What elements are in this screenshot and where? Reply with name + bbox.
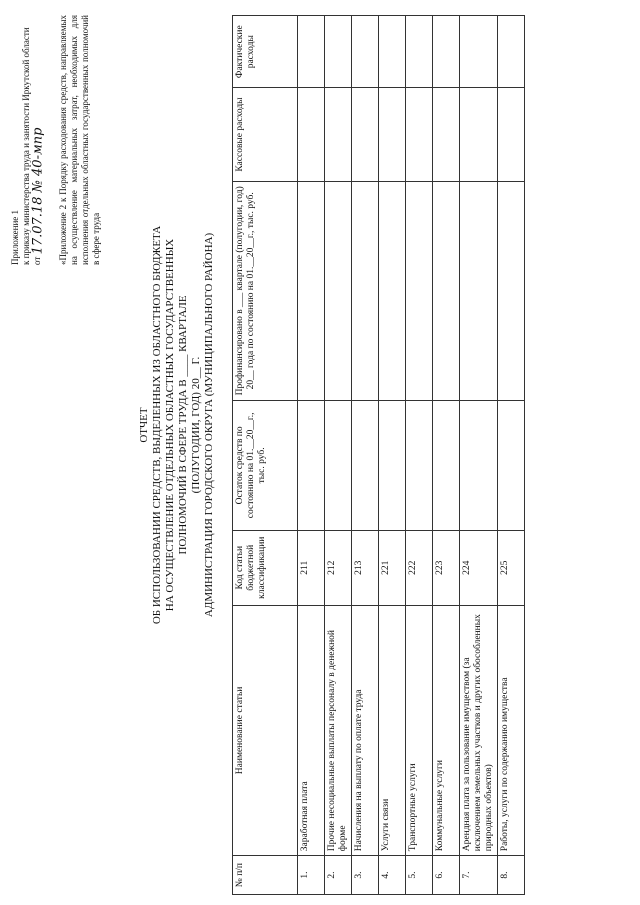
appendix2-text: «Приложение 2 к Порядку расходования средств, направляемых на осуществление материальных затрат, необходимых для исполнения отдельных областных государственных полномочий в сфере труда — [58, 15, 101, 265]
row-actual — [406, 16, 433, 88]
row-name: Услуги связи — [379, 605, 406, 856]
row-actual — [298, 16, 325, 88]
row-code: 211 — [298, 530, 325, 605]
appendix-line2: к приказу министерства труда и занятости Иркутской области — [21, 27, 31, 265]
row-name: Транспортные услуги — [406, 605, 433, 856]
row-actual — [433, 16, 460, 88]
row-rest — [433, 400, 460, 530]
appendix-date-prefix: от — [32, 256, 42, 265]
report-title — [138, 215, 216, 635]
appendix-line3 — [30, 15, 46, 265]
row-cash — [460, 88, 498, 181]
row-actual — [460, 16, 498, 88]
row-actual — [325, 16, 352, 88]
row-cash — [352, 88, 379, 181]
table-row — [460, 16, 498, 895]
title-line3: НА ОСУЩЕСТВЛЕНИЕ ОТДЕЛЬНЫХ ОБЛАСТНЫХ ГОСУДАРСТВЕННЫХ — [164, 238, 176, 612]
row-name: Работы, услуги по содержанию имущества — [498, 605, 525, 856]
table-row — [406, 16, 433, 895]
row-financed — [406, 181, 433, 400]
report-table — [232, 15, 525, 895]
row-no: 7. — [460, 856, 498, 895]
row-code: 213 — [352, 530, 379, 605]
row-name: Начисления на выплату по оплате труда — [352, 605, 379, 856]
row-name: Прочие несоциальные выплаты персоналу в денежной форме — [325, 605, 352, 856]
row-code: 223 — [433, 530, 460, 605]
table-row — [498, 16, 525, 895]
row-financed — [352, 181, 379, 400]
row-no: 2. — [325, 856, 352, 895]
table-row — [379, 16, 406, 895]
row-code: 225 — [498, 530, 525, 605]
row-rest — [379, 400, 406, 530]
header-actual: Фактические расходы — [233, 16, 298, 88]
row-no: 4. — [379, 856, 406, 895]
table-row — [325, 16, 352, 895]
row-rest — [406, 400, 433, 530]
row-code: 224 — [460, 530, 498, 605]
row-name: Заработная плата — [298, 605, 325, 856]
title-line5: (ПОЛУГОДИИ, ГОД) 20__ Г. — [190, 356, 202, 494]
row-rest — [352, 400, 379, 530]
header-code: Код статьи бюджетной классификации — [233, 530, 298, 605]
row-cash — [406, 88, 433, 181]
appendix-block — [10, 15, 46, 265]
table-row — [352, 16, 379, 895]
table-header-row — [233, 16, 298, 895]
row-rest — [460, 400, 498, 530]
row-cash — [433, 88, 460, 181]
row-rest — [298, 400, 325, 530]
row-no: 6. — [433, 856, 460, 895]
row-financed — [298, 181, 325, 400]
row-no: 3. — [352, 856, 379, 895]
title-line1: ОТЧЕТ — [138, 407, 150, 443]
header-cash: Кассовые расходы — [233, 88, 298, 181]
header-name: Наименование статьи — [233, 605, 298, 856]
title-line6: АДМИНИСТРАЦИЯ ГОРОДСКОГО ОКРУГА (МУНИЦИПАЛЬНОГО РАЙОНА) — [203, 232, 215, 618]
row-rest — [325, 400, 352, 530]
row-cash — [325, 88, 352, 181]
row-financed — [460, 181, 498, 400]
header-rest: Остаток средств по состоянию на 01.__20__г., тыс. руб. — [233, 400, 298, 530]
row-actual — [498, 16, 525, 88]
row-cash — [298, 88, 325, 181]
row-financed — [325, 181, 352, 400]
table-row — [433, 16, 460, 895]
row-code: 221 — [379, 530, 406, 605]
header-financed: Профинансировано в ___ квартале (полугодии, год) 20__ года по состоянию на 01.__20__г., тыс. руб. — [233, 181, 298, 400]
title-line4: ПОЛНОМОЧИЙ В СФЕРЕ ТРУДА В ____ КВАРТАЛЕ — [177, 295, 189, 555]
row-no: 5. — [406, 856, 433, 895]
appendix-line1: Приложение 1 — [10, 209, 20, 265]
table-row — [298, 16, 325, 895]
row-code: 222 — [406, 530, 433, 605]
row-actual — [379, 16, 406, 88]
header-no: № п/п — [233, 856, 298, 895]
row-cash — [379, 88, 406, 181]
row-rest — [498, 400, 525, 530]
title-line2: ОБ ИСПОЛЬЗОВАНИИ СРЕДСТВ, ВЫДЕЛЕННЫХ ИЗ ОБЛАСТНОГО БЮДЖЕТА — [151, 225, 163, 625]
row-name: Арендная плата за пользование имуществом (за исключением земельных участков и других обособленных природных объектов) — [460, 605, 498, 856]
row-no: 1. — [298, 856, 325, 895]
row-financed — [498, 181, 525, 400]
row-financed — [379, 181, 406, 400]
row-code: 212 — [325, 530, 352, 605]
row-cash — [498, 88, 525, 181]
row-actual — [352, 16, 379, 88]
row-financed — [433, 181, 460, 400]
handwritten-date-number: 17.07.18 № 40-мпр — [30, 127, 46, 255]
row-no: 8. — [498, 856, 525, 895]
row-name: Коммунальные услуги — [433, 605, 460, 856]
